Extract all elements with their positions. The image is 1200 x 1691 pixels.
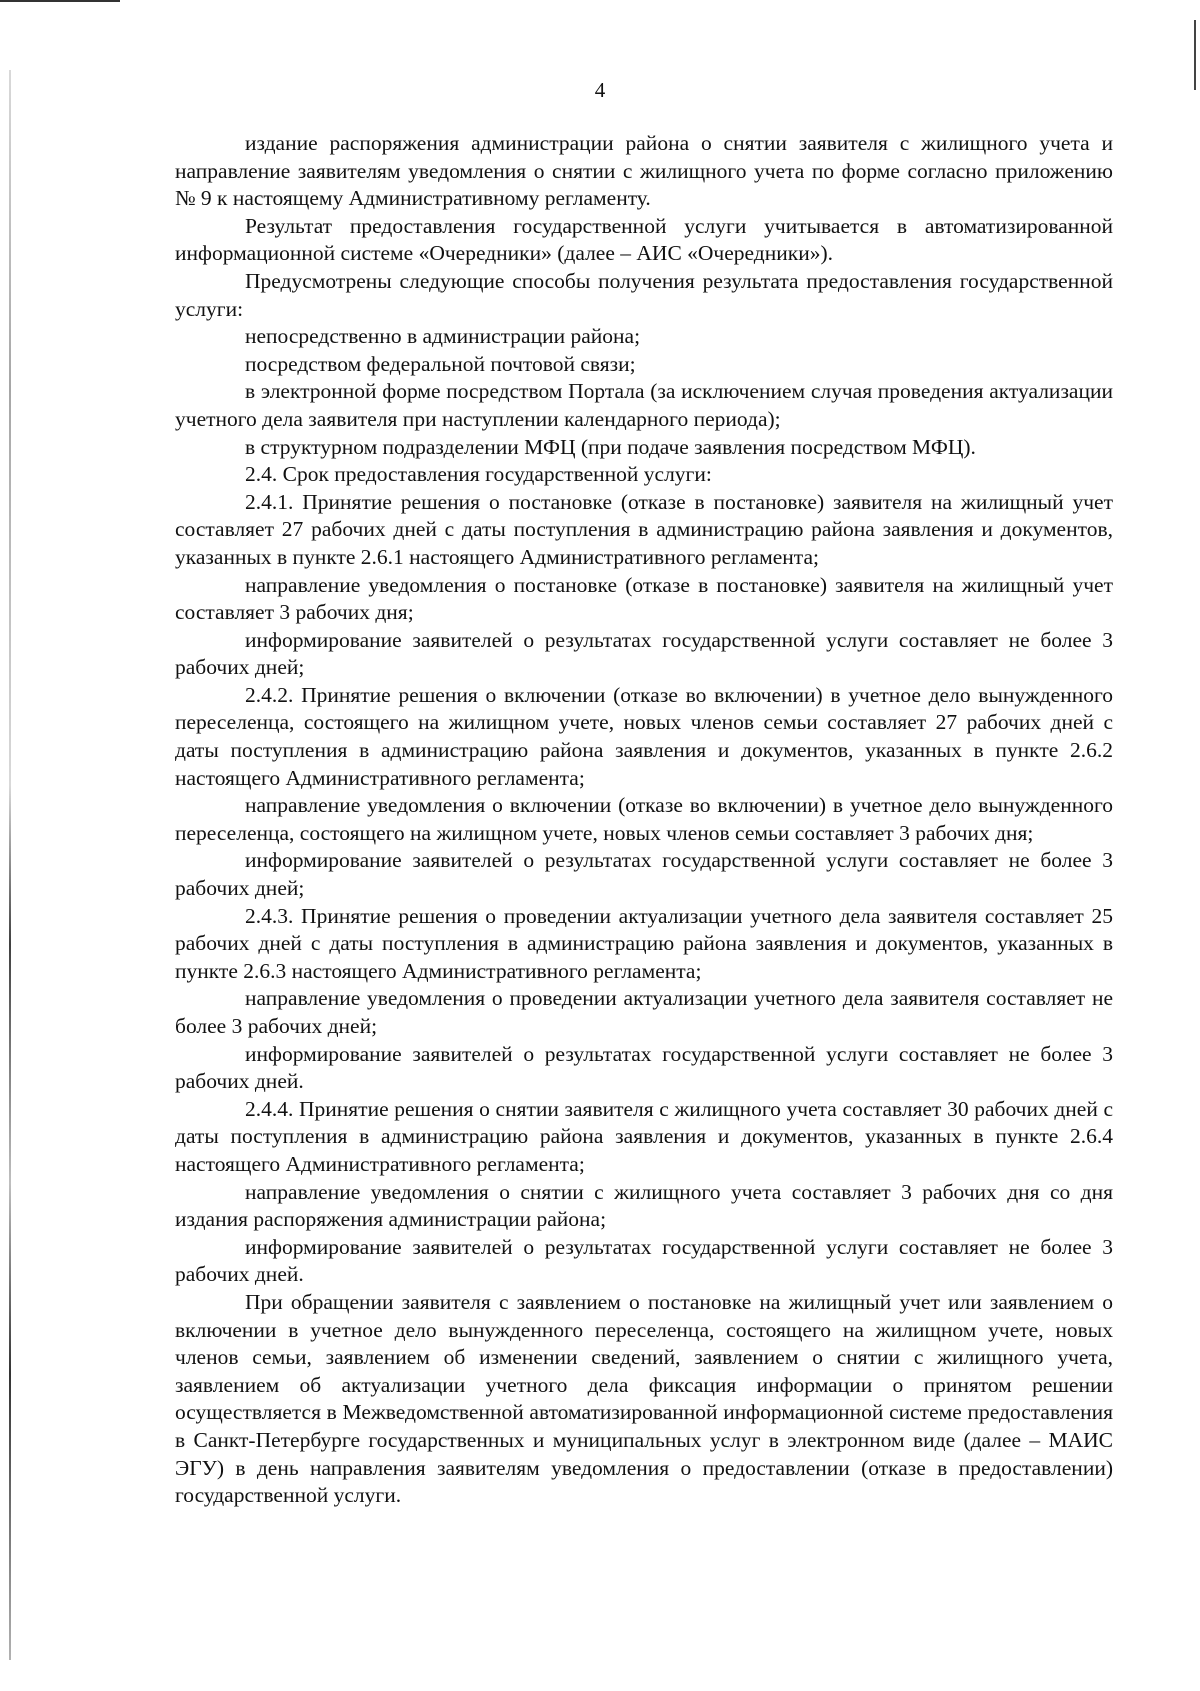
scan-edge-top (0, 0, 120, 2)
paragraph: 2.4.2. Принятие решения о включении (отказе во включении) в учетное дело вынужденного переселенца, состоящего на жилищном учете, новых членов семьи составляет 27 рабочих дней с даты поступления в администрацию района заявления и документов, указанных в пункте 2.6.2 настоящего Административного регламента; (175, 682, 1113, 790)
paragraph: 2.4. Срок предоставления государственной услуги: (245, 462, 712, 487)
paragraph: информирование заявителей о результатах государственной услуги составляет не более 3 рабочих дней. (175, 1041, 1113, 1094)
scan-edge-left (9, 70, 11, 1660)
paragraph: информирование заявителей о результатах государственной услуги составляет не более 3 рабочих дней. (175, 1234, 1113, 1287)
page-number: 4 (594, 78, 606, 102)
paragraph: посредством федеральной почтовой связи; (245, 351, 636, 376)
paragraph: издание распоряжения администрации района о снятии заявителя с жилищного учета и направление заявителям уведомления о снятии с жилищного учета по форме согласно приложению № 9 к настоящему Административному регламенту. (175, 131, 1113, 211)
paragraph: направление уведомления о постановке (отказе в постановке) заявителя на жилищный учет составляет 3 рабочих дня; (175, 572, 1113, 625)
paragraph: Предусмотрены следующие способы получения результата предоставления государственной услуги: (175, 268, 1113, 321)
paragraph: направление уведомления о включении (отказе во включении) в учетное дело вынужденного переселенца, состоящего на жилищном учете, новых членов семьи составляет 3 рабочих дня; (175, 793, 1113, 845)
paragraph: 2.4.4. Принятие решения о снятии заявителя с жилищного учета составляет 30 рабочих дней с даты поступления в администрацию района заявления и документов, указанных в пункте 2.6.4 настоящего Административного регламента; (175, 1096, 1113, 1176)
document-body (175, 130, 1113, 1510)
paragraph: непосредственно в администрации района; (245, 324, 641, 349)
paragraph: информирование заявителей о результатах государственной услуги составляет не более 3 рабочих дней; (175, 627, 1113, 680)
paragraph: информирование заявителей о результатах государственной услуги составляет не более 3 рабочих дней; (175, 848, 1113, 901)
paragraph: направление уведомления о проведении актуализации учетного дела заявителя составляет не более 3 рабочих дней; (175, 986, 1113, 1038)
paragraph: Результат предоставления государственной услуги учитывается в автоматизированной информационной системе «Очередники» (далее – АИС «Очередники»). (175, 213, 1113, 266)
paragraph: в структурном подразделении МФЦ (при подаче заявления посредством МФЦ). (245, 434, 976, 459)
paragraph: 2.4.3. Принятие решения о проведении актуализации учетного дела заявителя составляет 25 рабочих дней с даты поступления в администрацию района заявления и документов, указанных в пункте 2.6.3 настоящего Административного регламента; (175, 903, 1113, 983)
paragraph: в электронной форме посредством Портала (за исключением случая проведения актуализации учетного дела заявителя при наступлении календарного периода); (175, 379, 1113, 431)
paragraph: 2.4.1. Принятие решения о постановке (отказе в постановке) заявителя на жилищный учет составляет 27 рабочих дней с даты поступления в администрацию района заявления и документов, указанных в пункте 2.6.1 настоящего Административного регламента; (175, 489, 1113, 569)
paragraph: При обращении заявителя с заявлением о постановке на жилищный учет или заявлением о включении в учетное дело вынужденного переселенца, состоящего на жилищном учете, новых членов семьи, заявлением об изменении сведений, заявлением о снятии с жилищного учета, заявлением об актуализации учетного дела фиксация информации о принятом решении осуществляется в Межведомственной автоматизированной информационной системе предоставления в Санкт-Петербурге государственных и муниципальных услуг в электронном виде (далее – МАИС ЭГУ) в день направления заявителям уведомления о предоставлении (отказе в предоставлении) государственной услуги. (175, 1289, 1113, 1508)
paragraph: направление уведомления о снятии с жилищного учета составляет 3 рабочих дня со дня издания распоряжения администрации района; (175, 1179, 1113, 1232)
